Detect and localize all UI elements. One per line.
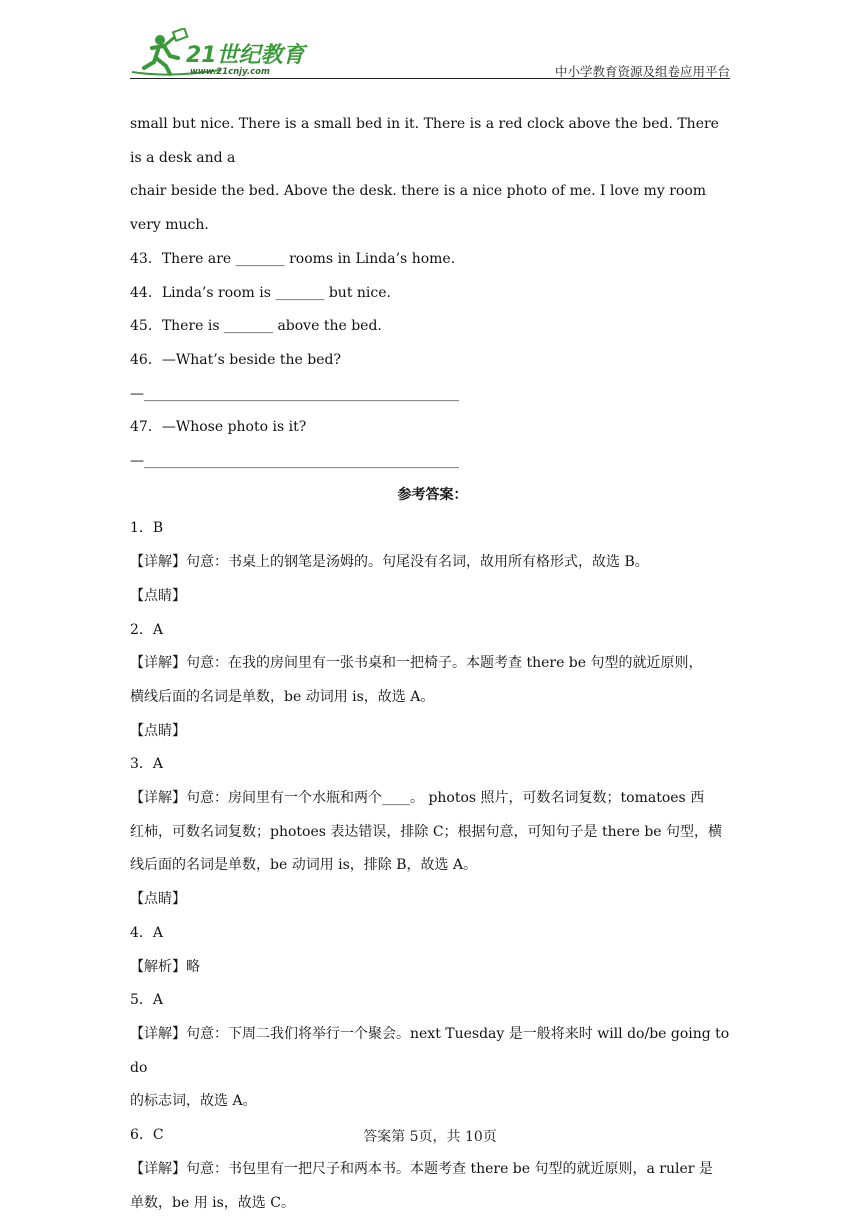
- question-46: 46．—What’s beside the bed?: [130, 344, 735, 378]
- question-44: 44．Linda’s room is _______ but nice.: [130, 277, 735, 311]
- answer-line: 的标志词，故选 A。: [130, 1085, 735, 1119]
- answer-line: 2．A: [130, 614, 735, 648]
- document-body: [130, 108, 735, 1220]
- passage-line: chair beside the bed. Above the desk. there is a nice photo of me. I love my room very much.: [130, 175, 735, 242]
- answer-line: 【解析】略: [130, 951, 735, 985]
- question-43: 43．There are _______ rooms in Linda’s home.: [130, 243, 735, 277]
- logo: [130, 28, 330, 80]
- page-header: [130, 28, 730, 80]
- logo-title: 21世纪教育: [186, 42, 309, 68]
- answer-line: 4．A: [130, 917, 735, 951]
- answer-line: 单数，be 用 is，故选 C。: [130, 1187, 735, 1220]
- answer-blank-47: —_____________________________________________: [130, 445, 735, 479]
- answer-line: 【详解】句意：书包里有一把尺子和两本书。本题考查 there be 句型的就近原则，a ruler 是: [130, 1153, 735, 1187]
- answer-line: 5．A: [130, 984, 735, 1018]
- answer-key-title: 参考答案：: [130, 479, 735, 513]
- answer-line: 红柿，可数名词复数；photoes 表达错误，排除 C；根据句意，可知句子是 there be 句型，横: [130, 816, 735, 850]
- answer-line: 【详解】句意：在我的房间里有一张书桌和一把椅子。本题考查 there be 句型的就近原则，: [130, 647, 735, 681]
- answer-line: 3．A: [130, 748, 735, 782]
- header-platform-text: 中小学教育资源及组卷应用平台: [555, 62, 730, 80]
- page-footer: 答案第 5页，共 10页: [0, 1126, 860, 1146]
- answer-line: 【点睛】: [130, 715, 735, 749]
- passage-line: small but nice. There is a small bed in it. There is a red clock above the bed. There is a desk and a: [130, 108, 735, 175]
- answer-line: 【详解】句意：书桌上的钢笔是汤姆的。句尾没有名词，故用所有格形式，故选 B。: [130, 546, 735, 580]
- answer-line: 【详解】句意：房间里有一个水瓶和两个____。 photos 照片，可数名词复数；tomatoes 西: [130, 782, 735, 816]
- answer-line: 【详解】句意：下周二我们将举行一个聚会。next Tuesday 是一般将来时 will do/be going to do: [130, 1018, 735, 1085]
- header-divider: [130, 78, 730, 79]
- answer-blank-46: —_____________________________________________: [130, 378, 735, 412]
- answer-line: 【点睛】: [130, 883, 735, 917]
- answer-line: 1．B: [130, 512, 735, 546]
- answer-line: 6．C: [130, 1119, 735, 1153]
- logo-url: www.21cnjy.com: [190, 67, 270, 77]
- answer-line: 横线后面的名词是单数，be 动词用 is，故选 A。: [130, 681, 735, 715]
- question-47: 47．—Whose photo is it?: [130, 411, 735, 445]
- answer-line: 线后面的名词是单数，be 动词用 is，排除 B，故选 A。: [130, 849, 735, 883]
- answer-line: 【点睛】: [130, 580, 735, 614]
- question-45: 45．There is _______ above the bed.: [130, 310, 735, 344]
